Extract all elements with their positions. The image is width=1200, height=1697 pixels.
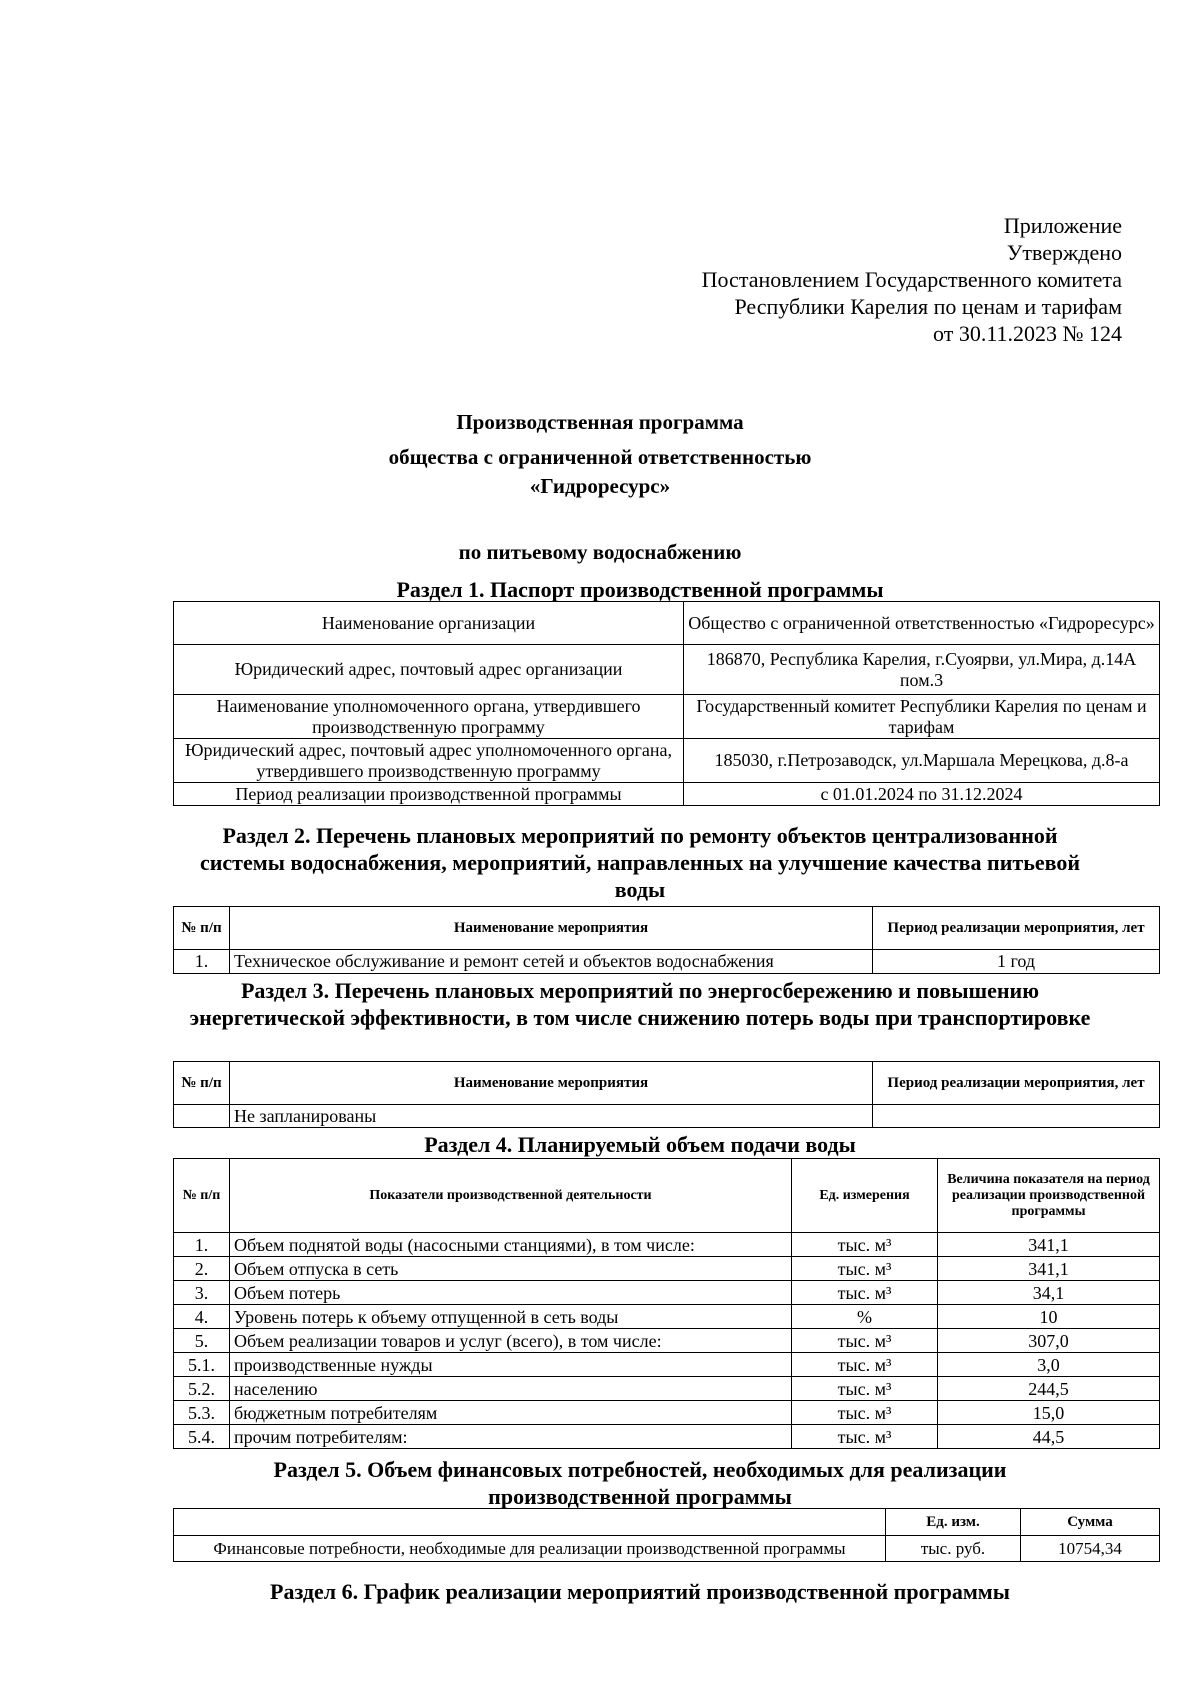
doc-subtitle: по питьевому водоснабжению bbox=[458, 540, 742, 564]
approval-line-date: от 30.11.2023 № 124 bbox=[933, 321, 1122, 346]
row-name: прочим потребителям: bbox=[230, 1425, 792, 1449]
table-row bbox=[174, 783, 1160, 806]
doc-title: Производственная программа bbox=[456, 410, 744, 434]
table-row bbox=[174, 950, 1160, 974]
section1-heading: Раздел 1. Паспорт производственной программы bbox=[396, 577, 884, 602]
passport-label: Юридический адрес, почтовый адрес уполномоченного органа, утвердившего производственную программу bbox=[174, 739, 684, 783]
row-name: Объем отпуска в сеть bbox=[230, 1257, 792, 1281]
table-header-row bbox=[174, 1062, 1160, 1105]
table-row bbox=[174, 1257, 1160, 1281]
col-header-name: Наименование мероприятия bbox=[230, 1062, 873, 1105]
row-num: 5.4. bbox=[174, 1425, 230, 1449]
row-value: 307,0 bbox=[938, 1329, 1160, 1353]
row-num bbox=[174, 1105, 230, 1128]
table-row bbox=[174, 739, 1160, 783]
table-header-row bbox=[174, 1509, 1160, 1536]
row-sum: 10754,34 bbox=[1021, 1536, 1160, 1562]
approval-line-approved: Утверждено bbox=[1006, 240, 1122, 265]
table-row bbox=[174, 1233, 1160, 1257]
table-header-row bbox=[174, 1159, 1160, 1233]
row-unit: тыс. м³ bbox=[792, 1329, 938, 1353]
col-header-sum: Сумма bbox=[1021, 1509, 1160, 1536]
passport-table bbox=[173, 601, 1160, 806]
row-value: 244,5 bbox=[938, 1377, 1160, 1401]
row-period bbox=[873, 1105, 1160, 1128]
row-name: производственные нужды bbox=[230, 1353, 792, 1377]
table-row bbox=[174, 1305, 1160, 1329]
row-name: Техническое обслуживание и ремонт сетей и объектов водоснабжения bbox=[230, 950, 873, 974]
row-period: 1 год bbox=[873, 950, 1160, 974]
section5-heading: Раздел 5. Объем финансовых потребностей, необходимых для реализации производственной программы bbox=[273, 1457, 1007, 1509]
row-name: Уровень потерь к объему отпущенной в сеть воды bbox=[230, 1305, 792, 1329]
financial-needs-table bbox=[173, 1508, 1160, 1562]
row-unit: % bbox=[792, 1305, 938, 1329]
row-num: 5.2. bbox=[174, 1377, 230, 1401]
passport-value: 186870, Республика Карелия, г.Суоярви, ул.Мира, д.14А пом.3 bbox=[684, 645, 1160, 695]
table-row bbox=[174, 1425, 1160, 1449]
approval-line-appendix: Приложение bbox=[1003, 213, 1122, 238]
row-value: 44,5 bbox=[938, 1425, 1160, 1449]
approval-line-committee: Республики Карелия по ценам и тарифам bbox=[734, 294, 1122, 319]
passport-value: Общество с ограниченной ответственностью «Гидроресурс» bbox=[684, 602, 1160, 645]
row-label: Финансовые потребности, необходимые для реализации производственной программы bbox=[174, 1536, 886, 1562]
row-name: Не запланированы bbox=[230, 1105, 873, 1128]
table-row bbox=[174, 1281, 1160, 1305]
row-name: населению bbox=[230, 1377, 792, 1401]
energy-measures-table bbox=[173, 1061, 1160, 1128]
row-unit: тыс. м³ bbox=[792, 1257, 938, 1281]
col-header-num: № п/п bbox=[174, 907, 230, 950]
row-name: Объем реализации товаров и услуг (всего), в том числе: bbox=[230, 1329, 792, 1353]
water-supply-table bbox=[173, 1158, 1160, 1449]
col-header-value: Величина показателя на период реализации производственной программы bbox=[938, 1159, 1160, 1233]
col-header-unit: Ед. изм. bbox=[886, 1509, 1021, 1536]
row-value: 341,1 bbox=[938, 1233, 1160, 1257]
row-unit: тыс. м³ bbox=[792, 1353, 938, 1377]
repair-measures-table bbox=[173, 906, 1160, 974]
table-row bbox=[174, 1401, 1160, 1425]
row-value: 10 bbox=[938, 1305, 1160, 1329]
col-header-name: Показатели производственной деятельности bbox=[230, 1159, 792, 1233]
row-name: Объем потерь bbox=[230, 1281, 792, 1305]
row-num: 5.3. bbox=[174, 1401, 230, 1425]
table-row bbox=[174, 645, 1160, 695]
col-header-period: Период реализации мероприятия, лет bbox=[873, 1062, 1160, 1105]
row-value: 15,0 bbox=[938, 1401, 1160, 1425]
row-unit: тыс. м³ bbox=[792, 1425, 938, 1449]
row-unit: тыс. м³ bbox=[792, 1401, 938, 1425]
passport-label: Наименование уполномоченного органа, утвердившего производственную программу bbox=[174, 695, 684, 739]
approval-block bbox=[702, 212, 1122, 347]
row-num: 5. bbox=[174, 1329, 230, 1353]
doc-title-org-name: «Гидроресурс» bbox=[529, 474, 671, 498]
row-num: 1. bbox=[174, 950, 230, 974]
passport-label: Период реализации производственной программы bbox=[174, 783, 684, 806]
passport-value: 185030, г.Петрозаводск, ул.Маршала Мерецкова, д.8-а bbox=[684, 739, 1160, 783]
row-value: 34,1 bbox=[938, 1281, 1160, 1305]
col-header-num: № п/п bbox=[174, 1159, 230, 1233]
row-name: Объем поднятой воды (насосными станциями), в том числе: bbox=[230, 1233, 792, 1257]
col-header-num: № п/п bbox=[174, 1062, 230, 1105]
table-row bbox=[174, 1536, 1160, 1562]
row-unit: тыс. м³ bbox=[792, 1233, 938, 1257]
approval-line-resolution: Постановлением Государственного комитета bbox=[701, 267, 1122, 292]
section6-heading: Раздел 6. График реализации мероприятий производственной программы bbox=[270, 1579, 1010, 1604]
row-unit: тыс. м³ bbox=[792, 1377, 938, 1401]
col-header-period: Период реализации мероприятия, лет bbox=[873, 907, 1160, 950]
row-num: 1. bbox=[174, 1233, 230, 1257]
col-header-blank bbox=[174, 1509, 886, 1536]
row-name: бюджетным потребителям bbox=[230, 1401, 792, 1425]
table-header-row bbox=[174, 907, 1160, 950]
table-row bbox=[174, 1377, 1160, 1401]
table-row bbox=[174, 1353, 1160, 1377]
row-unit: тыс. м³ bbox=[792, 1281, 938, 1305]
passport-label: Наименование организации bbox=[174, 602, 684, 645]
row-num: 4. bbox=[174, 1305, 230, 1329]
passport-label: Юридический адрес, почтовый адрес организации bbox=[174, 645, 684, 695]
passport-value: с 01.01.2024 по 31.12.2024 bbox=[684, 783, 1160, 806]
passport-value: Государственный комитет Республики Карелия по ценам и тарифам bbox=[684, 695, 1160, 739]
col-header-unit: Ед. измерения bbox=[792, 1159, 938, 1233]
row-num: 3. bbox=[174, 1281, 230, 1305]
section3-heading: Раздел 3. Перечень плановых мероприятий по энергосбережению и повышению энергетической эффективности, в том числе снижению потерь воды при транспортировке bbox=[189, 978, 1091, 1030]
row-num: 2. bbox=[174, 1257, 230, 1281]
row-unit: тыс. руб. bbox=[886, 1536, 1021, 1562]
row-value: 3,0 bbox=[938, 1353, 1160, 1377]
section2-heading: Раздел 2. Перечень плановых мероприятий по ремонту объектов централизованной системы водоснабжения, мероприятий, направленных на улучшение качества питьевой воды bbox=[199, 823, 1081, 902]
col-header-name: Наименование мероприятия bbox=[230, 907, 873, 950]
doc-title-org-type: общества с ограниченной ответственностью bbox=[388, 445, 812, 469]
row-value: 341,1 bbox=[938, 1257, 1160, 1281]
table-row bbox=[174, 695, 1160, 739]
row-num: 5.1. bbox=[174, 1353, 230, 1377]
section4-heading: Раздел 4. Планируемый объем подачи воды bbox=[424, 1132, 856, 1157]
table-row bbox=[174, 602, 1160, 645]
table-row bbox=[174, 1329, 1160, 1353]
table-row bbox=[174, 1105, 1160, 1128]
